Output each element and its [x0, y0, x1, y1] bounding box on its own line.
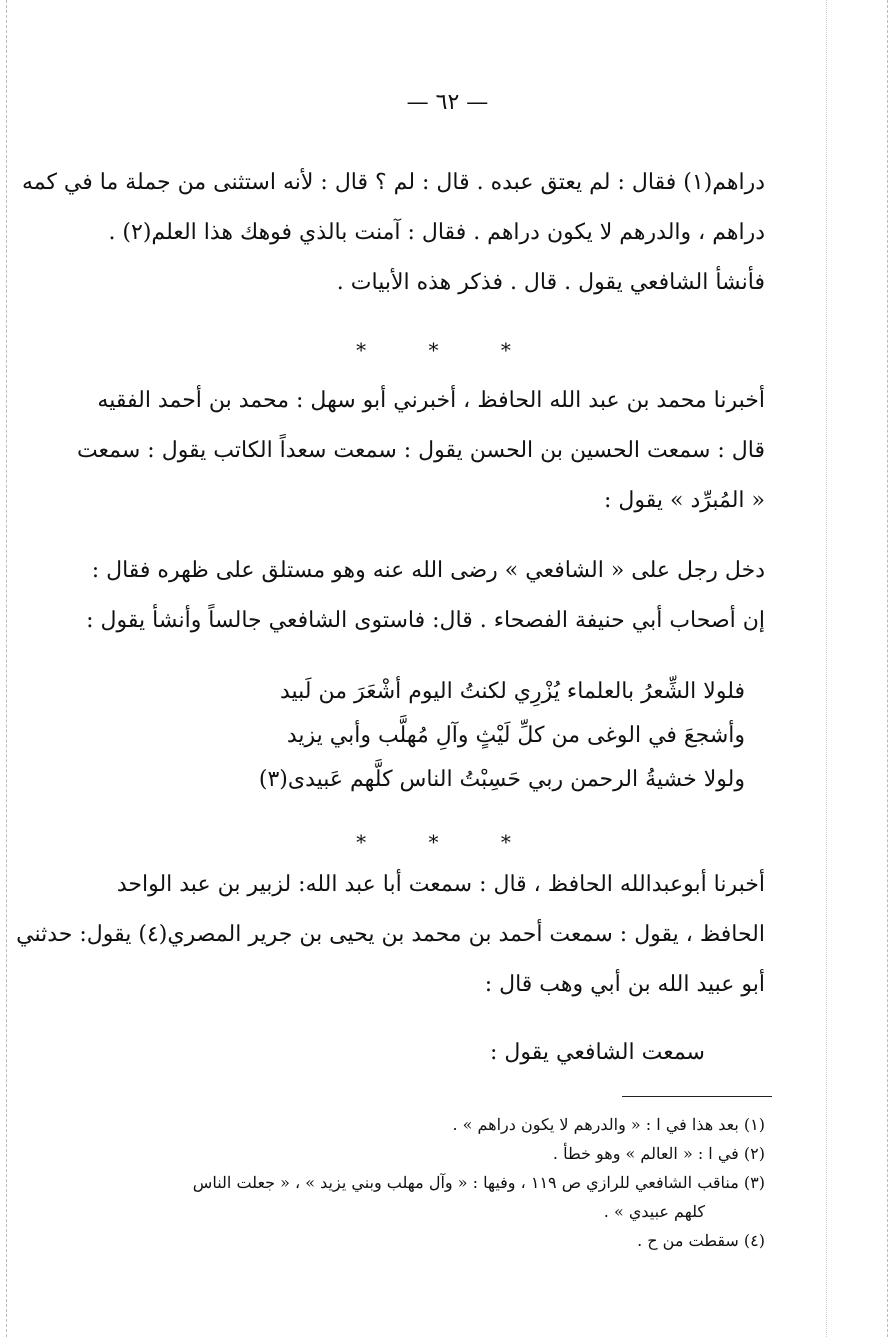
section-divider-stars: * * * [356, 830, 539, 854]
scan-margin-inner [826, 0, 827, 1337]
scan-margin-right [887, 0, 888, 1337]
paragraph-3 [86, 546, 765, 646]
section-divider-stars: * * * [356, 338, 539, 362]
footnotes [110, 1110, 765, 1255]
paragraph-5 [100, 1028, 765, 1078]
footnote: (١) بعد هذا في ا : « والدرهم لا يكون دراهم » . [452, 1115, 765, 1134]
footnote: (٤) سقطت من ح . [637, 1231, 765, 1250]
text-line: « المُبرِّد » يقول : [603, 488, 765, 513]
text-line: أخبرنا أبوعبدالله الحافظ ، قال : سمعت أبا عبد الله: لزبير بن عبد الواحد [116, 872, 765, 897]
page-number: — ٦٢ — [406, 90, 489, 115]
text-line: قال : سمعت الحسين بن الحسن يقول : سمعت سعداً الكاتب يقول : سمعت [76, 438, 765, 463]
footnote: (٣) مناقب الشافعي للرازي ص ١١٩ ، وفيها : « وآل مهلب وبني يزيد » ، « جعلت الناس [192, 1173, 765, 1192]
text-line: دخل رجل على « الشافعي » رضى الله عنه وهو مستلق على ظهره فقال : [91, 558, 765, 583]
paragraph-4 [16, 860, 765, 1010]
scan-margin-left [6, 0, 7, 1337]
poem-verses [140, 670, 745, 802]
verse-line: ولولا خشيةُ الرحمن ربي حَسِبْتُ الناس كلَّهم عَبيدى(٣) [258, 767, 745, 792]
paragraph-1 [21, 158, 765, 308]
text-line: أخبرنا محمد بن عبد الله الحافظ ، أخبرني أبو سهل : محمد بن أحمد الفقيه [97, 388, 765, 413]
footnote: (٢) في ا : « العالم » وهو خطأ . [552, 1144, 765, 1163]
footnote-continuation: كلهم عبيدي » . [603, 1202, 705, 1221]
text-line: دراهم ، والدرهم لا يكون دراهم . فقال : آمنت بالذي فوهك هذا العلم(٢) . [108, 220, 765, 245]
paragraph-2 [76, 376, 765, 526]
verse-line: وأشجعَ في الوغى من كلِّ لَيْثٍ وآلِ مُهلَّب وأبي يزيد [286, 723, 745, 748]
verse-line: فلولا الشِّعرُ بالعلماء يُزْرِي لكنتُ اليوم أشْعَرَ من لَبيد [279, 679, 745, 704]
text-line: إن أصحاب أبي حنيفة الفصحاء . قال: فاستوى الشافعي جالساً وأنشأ يقول : [86, 608, 765, 633]
text-line: فأنشأ الشافعي يقول . قال . فذكر هذه الأبيات . [336, 270, 765, 295]
text-line: سمعت الشافعي يقول : [490, 1040, 705, 1065]
text-line: أبو عبيد الله بن أبي وهب قال : [484, 972, 765, 997]
text-line: الحافظ ، يقول : سمعت أحمد بن محمد بن يحيى بن جرير المصري(٤) يقول: حدثني [16, 922, 765, 947]
footnote-separator [622, 1096, 772, 1097]
text-line: دراهم(١) فقال : لم يعتق عبده . قال : لم ؟ قال : لأنه استثنى من جملة ما في كمه [21, 170, 765, 195]
